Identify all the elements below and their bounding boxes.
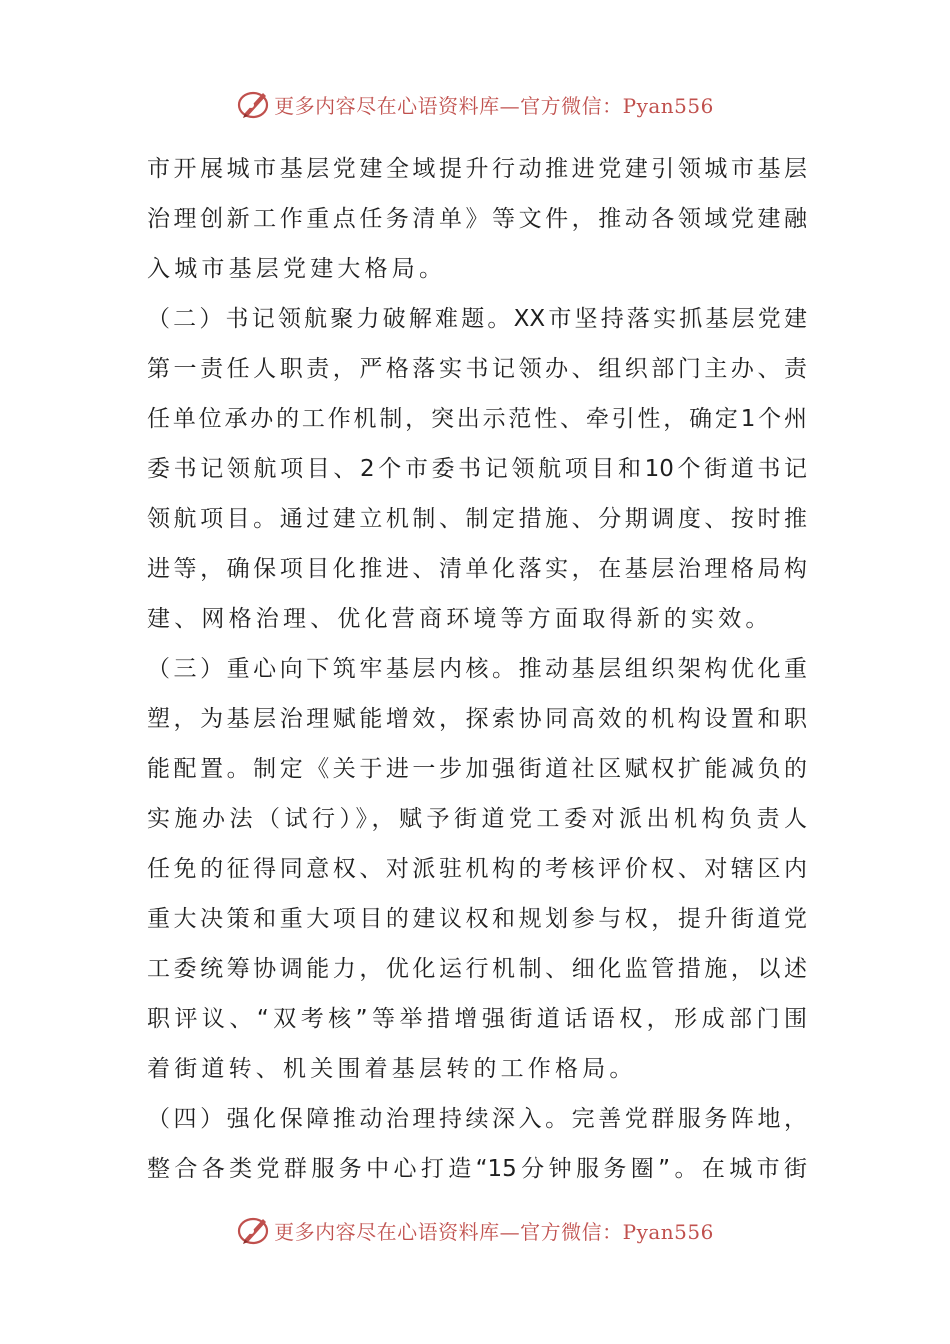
watermark-text: 更多内容尽在心语资料库—官方微信：Pyan556 [274,1219,714,1244]
text-line: 治理创新工作重点任务清单》等文件，推动各领域党建融 [147,206,807,232]
watermark-banner-top [0,84,950,124]
section-heading-line: （三）重心向下筑牢基层内核。推动基层组织架构优化重 [147,656,807,682]
text-line: 建、网格治理、优化营商环境等方面取得新的实效。 [147,606,773,632]
text-line: 工委统筹协调能力，优化运行机制、细化监管措施，以述 [147,956,807,982]
section-heading-line: （二）书记领航聚力破解难题。XX市坚持落实抓基层党建 [147,306,807,332]
text-line: 重大决策和重大项目的建议权和规划参与权，提升街道党 [147,906,807,932]
text-line: 第一责任人职责，严格落实书记领办、组织部门主办、责 [147,356,807,382]
text-line: 能配置。制定《关于进一步加强街道社区赋权扩能减负的 [147,756,807,782]
pen-logo-icon [236,86,272,122]
text-line: 委书记领航项目、2个市委书记领航项目和10个街道书记 [147,456,807,482]
text-line: 任免的征得同意权、对派驻机构的考核评价权、对辖区内 [147,856,807,882]
text-line: 任单位承办的工作机制，突出示范性、牵引性，确定1个州 [147,406,807,432]
text-line: 入城市基层党建大格局。 [147,256,447,282]
text-line: 市开展城市基层党建全域提升行动推进党建引领城市基层 [147,156,807,182]
pen-logo-icon [236,1212,272,1248]
watermark-text: 更多内容尽在心语资料库—官方微信：Pyan556 [274,93,714,118]
text-line: 塑，为基层治理赋能增效，探索协同高效的机构设置和职 [147,706,807,732]
text-line: 进等，确保项目化推进、清单化落实，在基层治理格局构 [147,556,807,582]
text-line: 实施办法（试行）》，赋予街道党工委对派出机构负责人 [147,806,807,832]
text-line: 整合各类党群服务中心打造“15分钟服务圈”。在城市街 [147,1156,807,1182]
watermark-banner-bottom [0,1210,950,1250]
document-body [147,144,807,1194]
text-line: 职评议、“双考核”等举措增强街道话语权，形成部门围 [147,1006,807,1032]
text-line: 领航项目。通过建立机制、制定措施、分期调度、按时推 [147,506,807,532]
section-heading-line: （四）强化保障推动治理持续深入。完善党群服务阵地， [147,1106,807,1132]
text-line: 着街道转、机关围着基层转的工作格局。 [147,1056,637,1082]
